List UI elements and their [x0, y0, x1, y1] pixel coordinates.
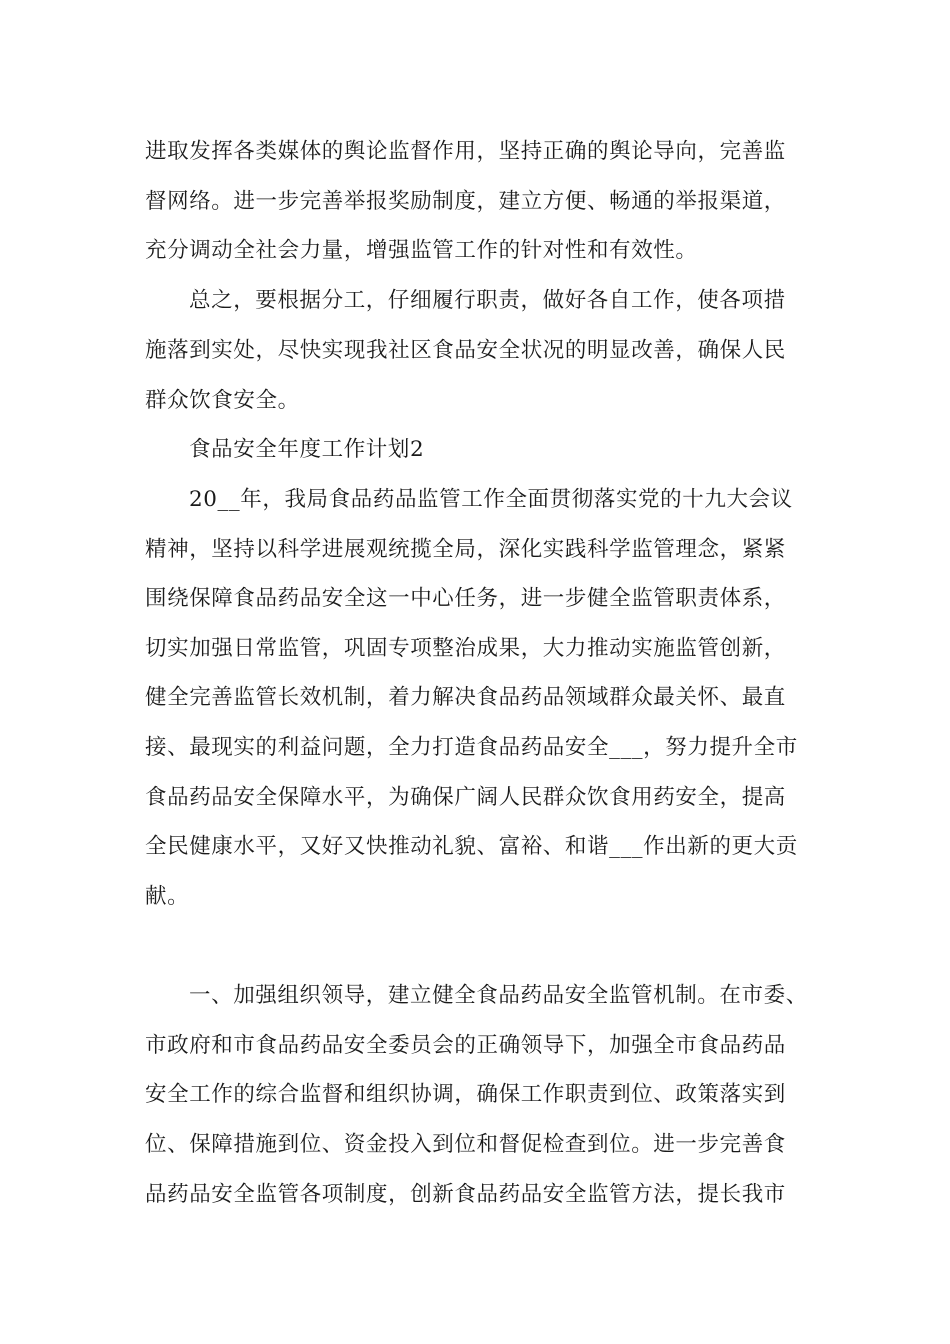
text-line: 施落到实处，尽快实现我社区食品安全状况的明显改善，确保人民 [145, 338, 786, 363]
text-line: 市政府和市食品药品安全委员会的正确领导下，加强全市食品药品 [145, 1033, 786, 1058]
text-line: 群众饮食安全。 [145, 388, 300, 413]
text-line: 围绕保障食品药品安全这一中心任务，进一步健全监管职责体系， [145, 586, 786, 611]
text-line: 总之，要根据分工，仔细履行职责，做好各自工作，使各项措 [189, 288, 786, 313]
text-line: 全民健康水平，又好又快推动礼貌、富裕、和谐___作出新的更大贡 [145, 834, 798, 859]
text-line: 食品药品安全保障水平，为确保广阔人民群众饮食用药安全，提高 [145, 785, 786, 810]
section-heading: 食品安全年度工作计划2 [189, 437, 425, 462]
text-line: 切实加强日常监管，巩固专项整治成果，大力推动实施监管创新， [145, 636, 786, 661]
text-line: 进取发挥各类媒体的舆论监督作用，坚持正确的舆论导向，完善监 [145, 139, 786, 164]
text-line: 精神，坚持以科学进展观统揽全局，深化实践科学监管理念，紧紧 [145, 537, 786, 562]
text-line: 一、加强组织领导，建立健全食品药品安全监管机制。在市委、 [189, 983, 808, 1008]
text-line: 接、最现实的利益问题，全力打造食品药品安全___，努力提升全市 [145, 735, 798, 760]
text-line: 献。 [145, 884, 190, 909]
text-line: 位、保障措施到位、资金投入到位和督促检查到位。进一步完善食 [145, 1132, 786, 1157]
text-line: 20__年，我局食品药品监管工作全面贯彻落实党的十九大会议 [189, 487, 793, 512]
text-line: 健全完善监管长效机制，着力解决食品药品领域群众最关怀、最直 [145, 685, 786, 710]
text-line: 安全工作的综合监督和组织协调，确保工作职责到位、政策落实到 [145, 1082, 786, 1107]
text-line: 督网络。进一步完善举报奖励制度，建立方便、畅通的举报渠道， [145, 189, 786, 214]
text-line: 充分调动全社会力量，增强监管工作的针对性和有效性。 [145, 238, 698, 263]
text-line: 品药品安全监管各项制度，创新食品药品安全监管方法，提长我市 [145, 1182, 786, 1207]
